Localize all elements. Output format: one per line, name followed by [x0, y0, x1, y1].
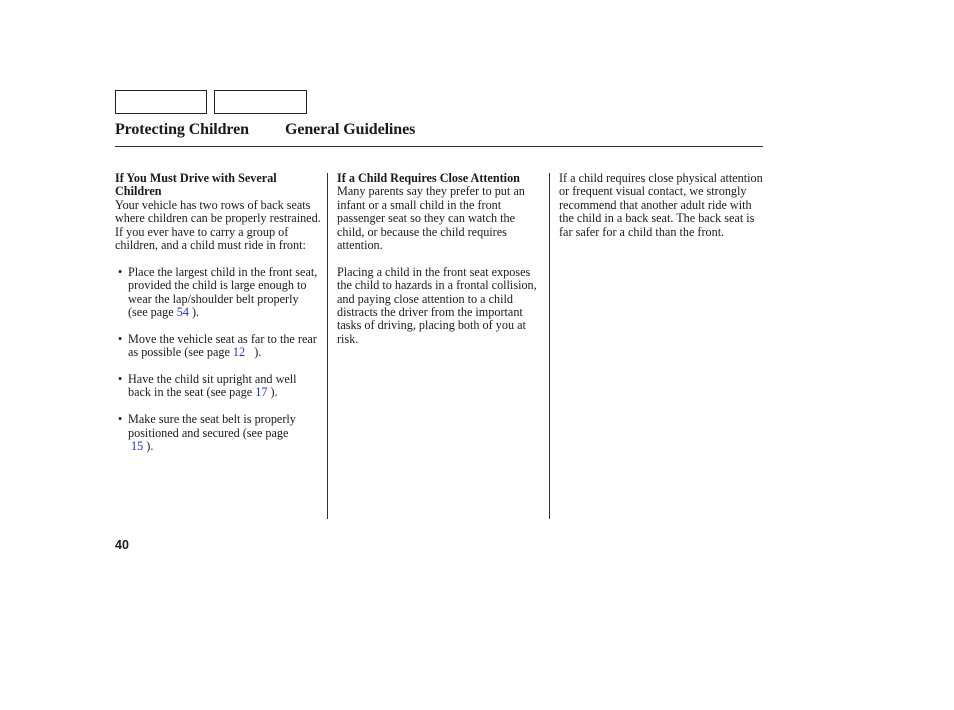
- bullet-item: [115, 333, 321, 360]
- page-link[interactable]: 12: [232, 345, 246, 360]
- topic-title: General Guidelines: [285, 121, 416, 138]
- paragraph: If a child requires close physical attention or frequent visual contact, we strongly recommend that another adult ride with the child in a back seat. The back seat is far safer for a child than the front.: [559, 171, 763, 239]
- bullet-icon: •: [118, 331, 123, 346]
- page-link[interactable]: 17: [255, 385, 268, 400]
- page-number: 40: [115, 538, 129, 552]
- bullet-text: Move the vehicle seat as far to the rear as possible (see page: [128, 331, 317, 360]
- bullet-text: Make sure the seat belt is properly positioned and secured (see page: [128, 412, 296, 440]
- heading-several-children: If You Must Drive with Several Children: [115, 171, 277, 199]
- bullet-end: ).: [146, 439, 154, 454]
- bullet-text: Have the child sit upright and well back in the seat (see page: [128, 372, 297, 400]
- bullet-item: [115, 266, 321, 320]
- page-link[interactable]: 15: [131, 439, 144, 454]
- bullet-item: [115, 413, 321, 453]
- bullet-text: Place the largest child in the front seat, provided the child is large enough to wear the lap/shoulder belt properly (see page: [128, 264, 318, 320]
- column-several-children: [115, 172, 321, 453]
- paragraph: Many parents say they prefer to put an infant or a small child in the front passenger seat so they can watch the child, or because the child requires attention.: [337, 184, 525, 253]
- header-rule: [115, 146, 763, 147]
- column-recommendation: [559, 172, 765, 239]
- heading-close-attention: If a Child Requires Close Attention: [337, 171, 520, 185]
- bullet-end: ).: [191, 305, 200, 320]
- bullet-item: [115, 373, 321, 400]
- bullet-end: ).: [270, 385, 278, 400]
- paragraph: Placing a child in the front seat exposes the child to hazards in a frontal collision, and paying close attention to a child distracts the driver from the important tasks of driving, placing both of you at risk.: [337, 264, 537, 346]
- column-close-attention: [337, 172, 544, 346]
- column-divider: [549, 173, 550, 519]
- nav-button-previous[interactable]: [115, 90, 207, 114]
- bullet-icon: •: [118, 264, 123, 279]
- intro-paragraph: Your vehicle has two rows of back seats where children can be properly restrained. If you ever have to carry a group of children, and a child must ride in front:: [115, 197, 321, 253]
- bullet-icon: •: [118, 372, 123, 387]
- page-link[interactable]: 54: [176, 305, 189, 320]
- bullet-icon: •: [118, 412, 123, 427]
- bullet-end: ).: [254, 345, 262, 360]
- section-title: Protecting Children: [115, 121, 249, 138]
- nav-button-next[interactable]: [214, 90, 307, 114]
- column-divider: [327, 173, 328, 519]
